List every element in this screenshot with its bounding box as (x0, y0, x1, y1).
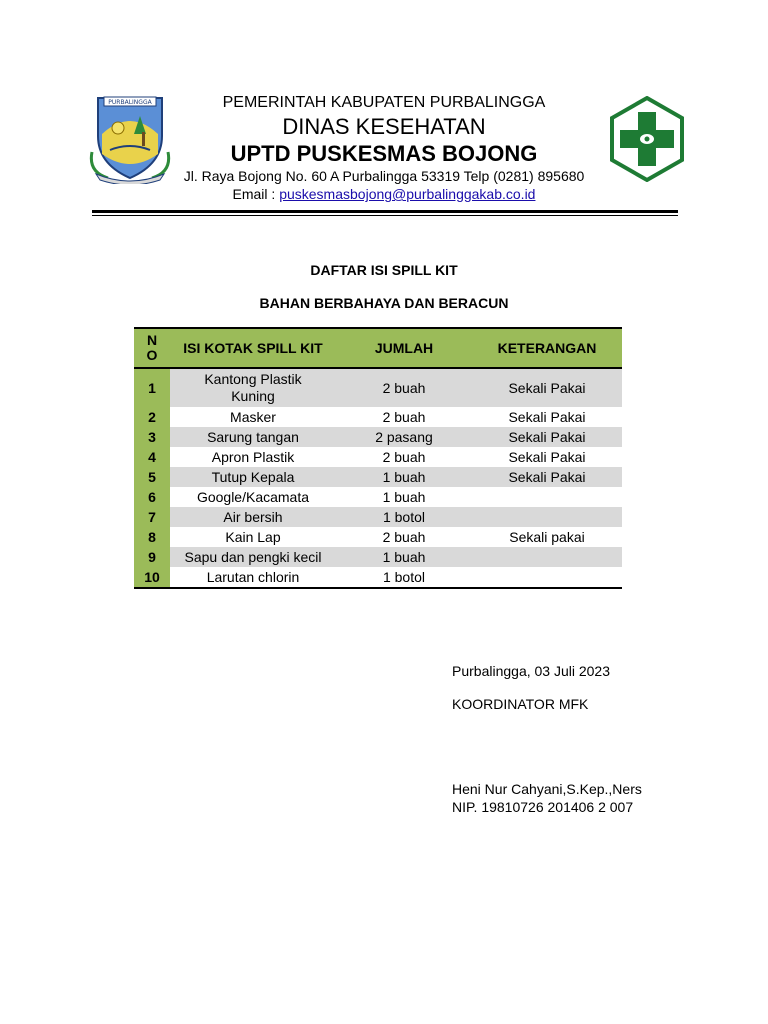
row-jumlah: 2 buah (336, 368, 472, 407)
table-row (134, 467, 622, 487)
letterhead-address: Jl. Raya Bojong No. 60 A Purbalingga 53319 Telp (0281) 895680 (183, 168, 585, 184)
row-item: Apron Plastik (211, 448, 295, 465)
signature-name: Heni Nur Cahyani,S.Kep.,Ners (452, 781, 642, 797)
header-item: ISI KOTAK SPILL KIT (170, 328, 336, 368)
email-prefix: Email : (232, 186, 280, 202)
row-keterangan (472, 547, 622, 567)
signature-place-date: Purbalingga, 03 Juli 2023 (452, 663, 611, 679)
table-row (134, 567, 622, 588)
header-no: N O (134, 328, 170, 368)
row-number: 6 (134, 487, 170, 507)
row-item: Sapu dan pengki kecil (170, 547, 336, 567)
row-item: Kain Lap (225, 528, 281, 545)
table-row (134, 527, 622, 547)
row-keterangan: Sekali Pakai (508, 448, 586, 465)
row-number: 9 (134, 547, 170, 567)
row-item: Google/Kacamata (196, 488, 310, 505)
row-number: 1 (134, 368, 170, 407)
row-keterangan: Sekali Pakai (508, 408, 586, 425)
header-keterangan: KETERANGAN (472, 328, 622, 368)
document-title: DAFTAR ISI SPILL KIT (310, 262, 458, 278)
row-jumlah: 2 buah (382, 408, 426, 425)
row-keterangan: Sekali Pakai (472, 467, 622, 487)
row-item: Air bersih (170, 507, 336, 527)
header-jumlah: JUMLAH (336, 328, 472, 368)
spill-kit-table (134, 327, 622, 589)
row-number: 5 (134, 467, 170, 487)
row-number: 7 (134, 507, 170, 527)
letterhead-rule-thin (92, 215, 678, 216)
table-row (134, 427, 622, 447)
row-keterangan (472, 487, 622, 507)
letterhead-rule (92, 210, 678, 213)
table-row (134, 547, 622, 567)
row-jumlah: 1 botol (336, 567, 472, 588)
table-row (134, 447, 622, 467)
emblem-text: PURBALINGGA (108, 99, 152, 106)
row-jumlah: 1 botol (336, 507, 472, 527)
row-jumlah: 1 buah (336, 547, 472, 567)
signature-nip: NIP. 19810726 201406 2 007 (452, 799, 634, 815)
row-keterangan (472, 507, 622, 527)
row-number: 10 (134, 567, 170, 588)
row-jumlah: 2 pasang (336, 427, 472, 447)
document-subtitle: BAHAN BERBAHAYA DAN BERACUN (259, 295, 509, 311)
row-item: Sarung tangan (170, 427, 336, 447)
signature-role: KOORDINATOR MFK (452, 696, 589, 712)
row-item: Larutan chlorin (170, 567, 336, 588)
row-number: 3 (134, 427, 170, 447)
letterhead-government: PEMERINTAH KABUPATEN PURBALINGGA (222, 94, 546, 111)
table-row (134, 368, 622, 407)
row-jumlah: 2 buah (382, 528, 426, 545)
row-keterangan: Sekali Pakai (472, 427, 622, 447)
row-keterangan: Sekali pakai (509, 528, 585, 545)
row-jumlah: 1 buah (382, 488, 426, 505)
table-row (134, 487, 622, 507)
row-keterangan: Sekali Pakai (472, 368, 622, 407)
row-jumlah: 2 buah (382, 448, 426, 465)
row-number: 8 (134, 527, 170, 547)
row-number: 4 (134, 447, 170, 467)
table-row (134, 507, 622, 527)
row-item: Tutup Kepala (170, 467, 336, 487)
email-link[interactable]: puskesmasbojong@purbalinggakab.co.id (279, 186, 536, 202)
table-row (134, 407, 622, 427)
letterhead-department: DINAS KESEHATAN (282, 114, 486, 139)
row-keterangan (472, 567, 622, 588)
row-number: 2 (134, 407, 170, 427)
row-item: Masker (230, 408, 276, 425)
letterhead-institution: UPTD PUSKESMAS BOJONG (230, 141, 538, 166)
row-item: Kantong Plastik Kuning (170, 368, 336, 407)
row-jumlah: 1 buah (336, 467, 472, 487)
letterhead-email-line (0, 186, 768, 202)
table-header-row (134, 328, 622, 368)
